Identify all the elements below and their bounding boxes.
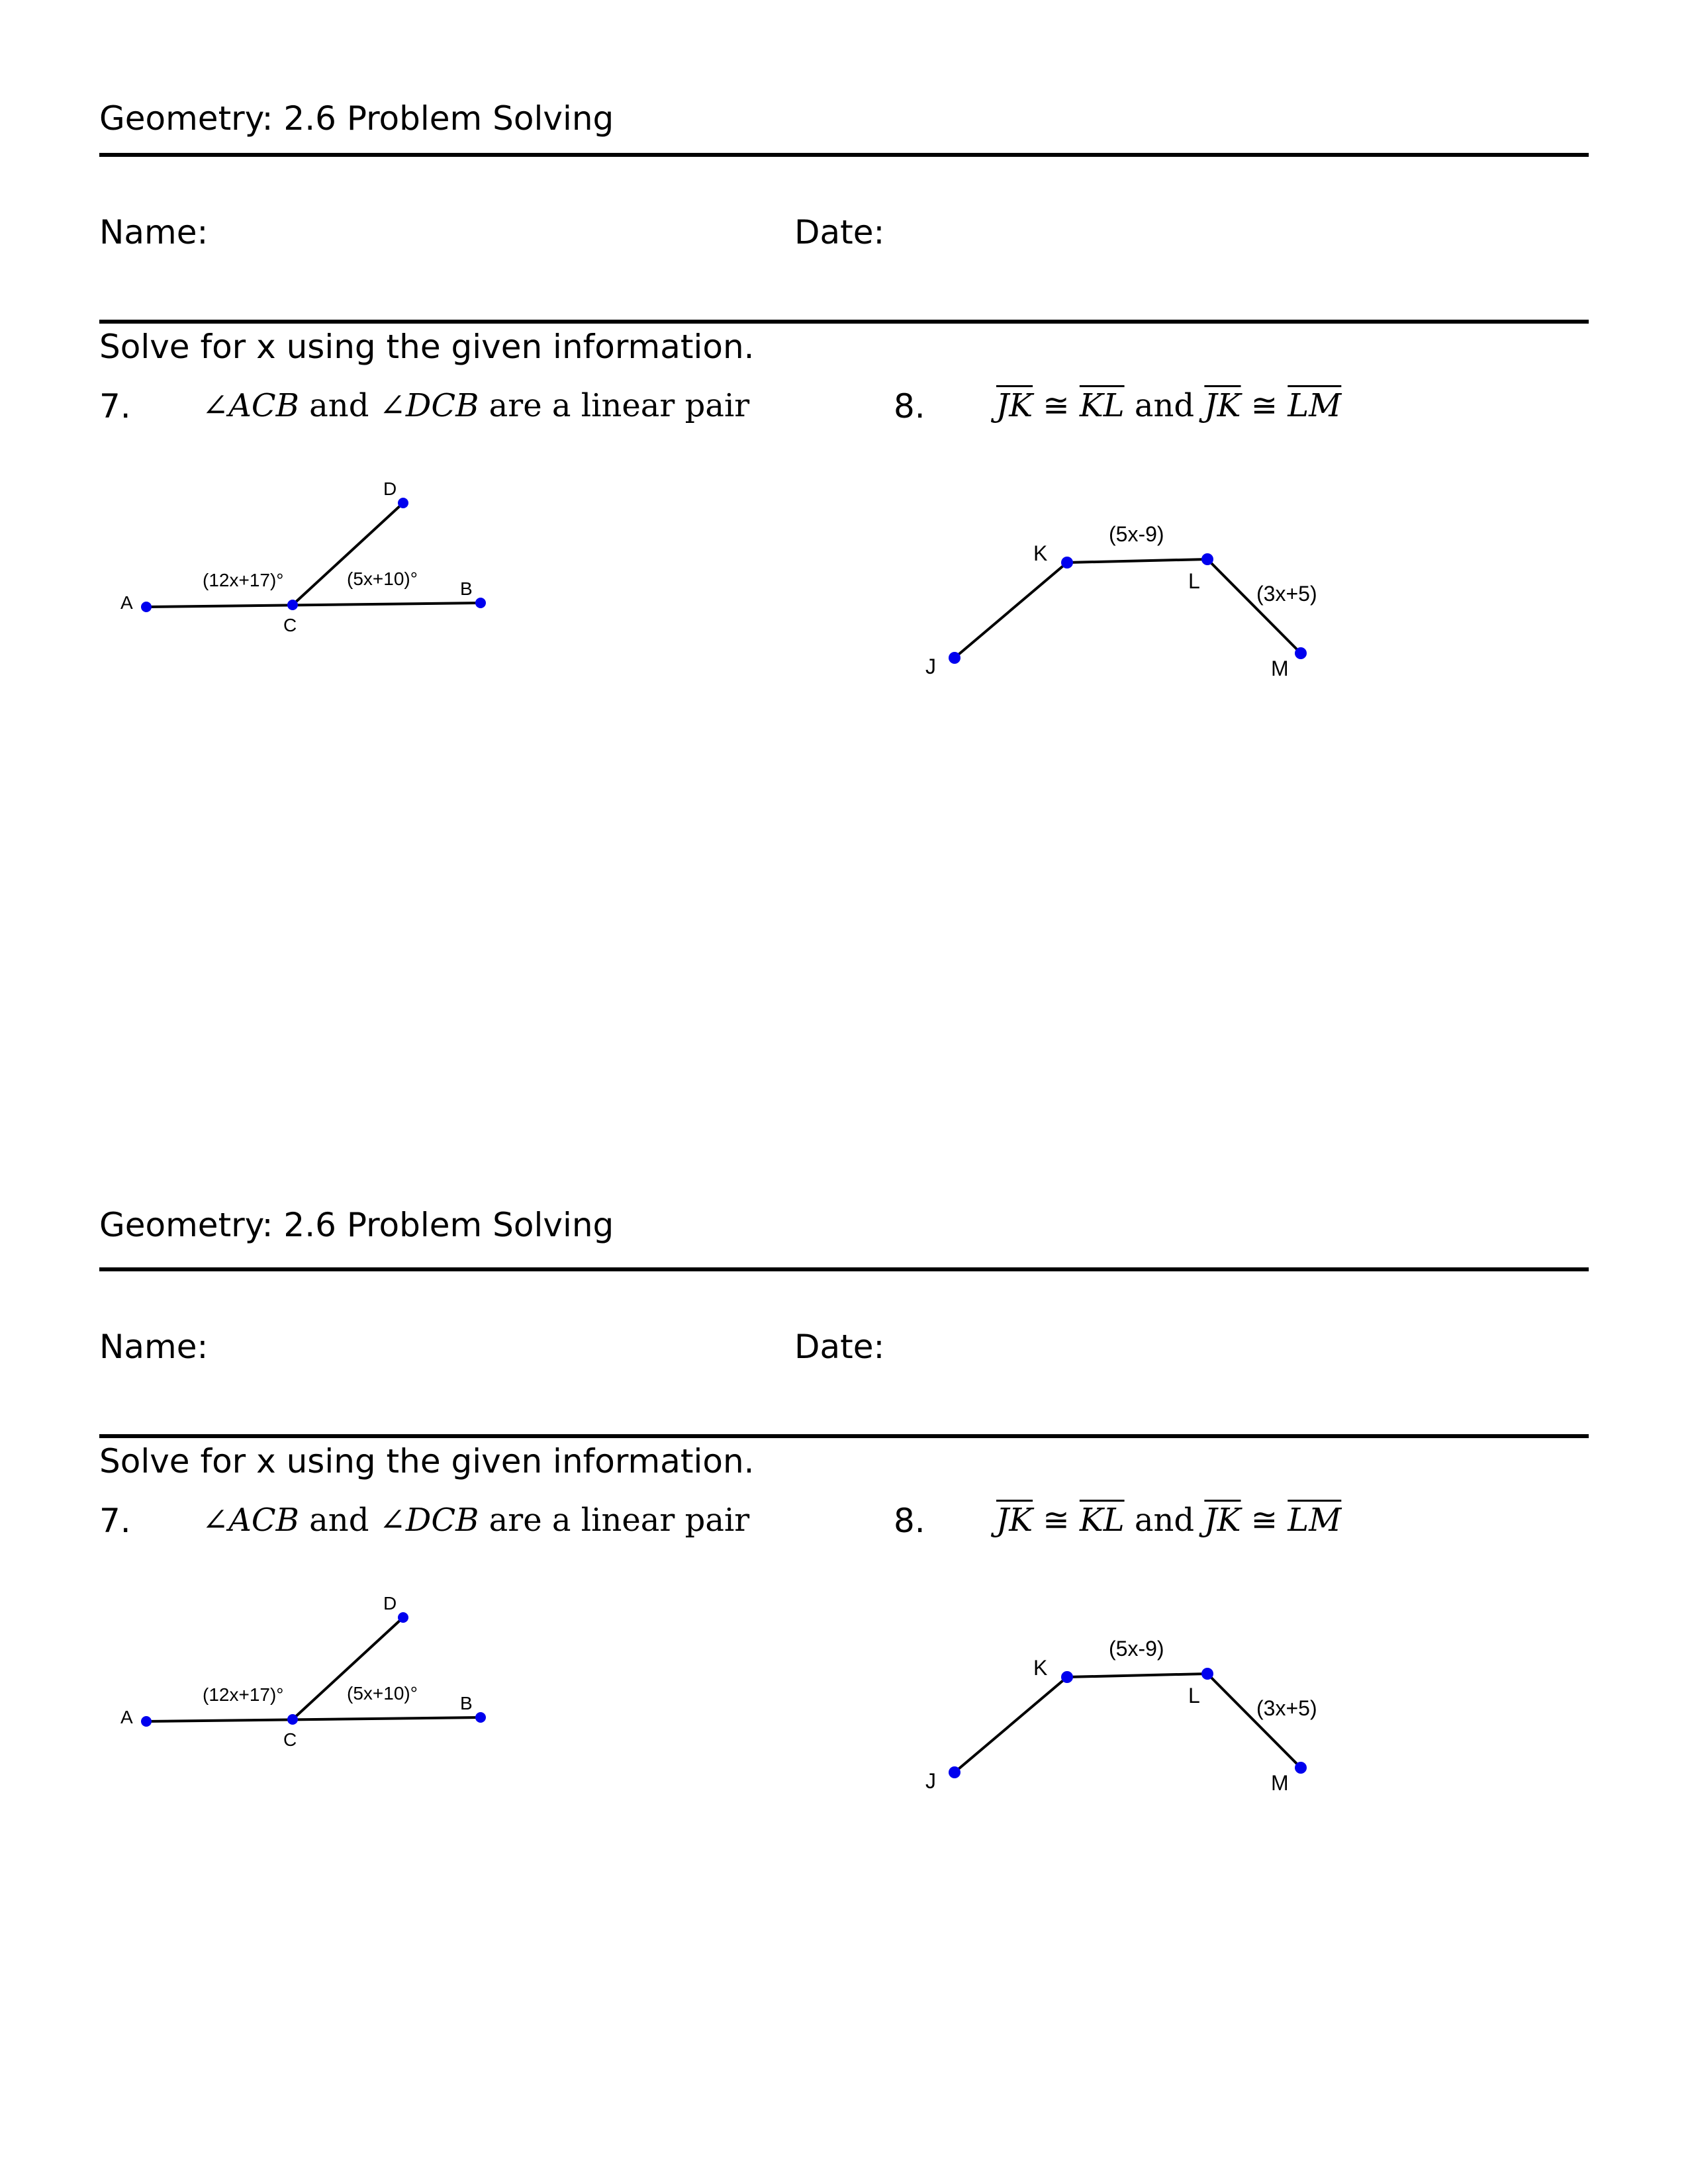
- instructions: Solve for x using the given information.: [99, 328, 755, 366]
- label-m: M: [1271, 1771, 1289, 1795]
- angle-dcb: DCB: [405, 1502, 479, 1539]
- segments-figure: [925, 1637, 1317, 1795]
- label-l: L: [1188, 1684, 1200, 1707]
- angle-symbol: ∠: [202, 1502, 229, 1539]
- linear-pair-figure: [120, 1593, 486, 1750]
- label-d: D: [383, 1593, 397, 1614]
- angle-symbol: ∠: [379, 1502, 406, 1539]
- congruent-symbol: ≅: [1250, 1502, 1278, 1539]
- label-c: C: [283, 1729, 297, 1750]
- and-word: and: [309, 387, 369, 424]
- angle-dcb: DCB: [405, 387, 479, 424]
- segment-kl-expression: (5x-9): [1109, 1637, 1164, 1661]
- linear-pair-text: are a linear pair: [489, 387, 750, 424]
- point-b: [475, 598, 486, 608]
- label-b: B: [460, 578, 473, 599]
- line-ab: [146, 603, 481, 607]
- point-d: [398, 498, 408, 508]
- point-m: [1295, 1762, 1307, 1774]
- point-a: [141, 602, 152, 612]
- segment-lm: $\overline{LM}$: [1288, 387, 1342, 424]
- worksheet-bottom: [0, 1092, 1688, 2184]
- angle-dcb-expression: (5x+10)°: [347, 569, 418, 589]
- instructions: Solve for x using the given information.: [99, 1442, 755, 1480]
- segment-kl: $\overline{KL}$: [1079, 1502, 1125, 1539]
- angle-dcb-expression: (5x+10)°: [347, 1683, 418, 1704]
- segment-jk: $\overline{JK}$: [996, 387, 1033, 424]
- label-j: J: [925, 1769, 936, 1793]
- congruent-symbol: ≅: [1043, 1502, 1070, 1539]
- congruent-symbol: ≅: [1043, 387, 1070, 424]
- segment-jk: $\overline{JK}$: [1204, 1502, 1241, 1539]
- angle-acb: ACB: [228, 1502, 299, 1539]
- date-label: Date:: [794, 1328, 885, 1366]
- label-l: L: [1188, 569, 1200, 593]
- figures: [0, 1092, 1688, 2184]
- problem-8-number: 8.: [894, 387, 925, 426]
- segment-lm-expression: (3x+5): [1256, 582, 1317, 606]
- date-label: Date:: [794, 213, 885, 251]
- point-d: [398, 1612, 408, 1623]
- segments-figure: [925, 522, 1317, 680]
- ray-cd: [293, 503, 403, 605]
- angle-acb-expression: (12x+17)°: [203, 570, 284, 590]
- label-k: K: [1033, 1656, 1048, 1680]
- worksheet-title: Geometry: 2.6 Problem Solving: [99, 99, 614, 138]
- name-label: Name:: [99, 1328, 209, 1366]
- angle-acb-expression: (12x+17)°: [203, 1684, 284, 1705]
- point-l: [1201, 1668, 1213, 1680]
- label-k: K: [1033, 541, 1048, 565]
- segment-jk: $\overline{JK}$: [1204, 387, 1241, 424]
- problem-7-number: 7.: [99, 387, 131, 426]
- point-a: [141, 1716, 152, 1727]
- point-j: [949, 1766, 961, 1778]
- segment-kl: $\overline{KL}$: [1079, 387, 1125, 424]
- worksheet-title: Geometry: 2.6 Problem Solving: [99, 1206, 614, 1244]
- linear-pair-figure: [120, 478, 486, 635]
- and-word: and: [309, 1502, 369, 1539]
- segment-lm: $\overline{LM}$: [1288, 1502, 1342, 1539]
- and-word: and: [1134, 1502, 1195, 1539]
- point-k: [1061, 557, 1073, 569]
- segment-jk: $\overline{JK}$: [996, 1502, 1033, 1539]
- congruent-symbol: ≅: [1250, 387, 1278, 424]
- segment-lm-expression: (3x+5): [1256, 1696, 1317, 1720]
- point-b: [475, 1712, 486, 1723]
- segment-kl-expression: (5x-9): [1109, 522, 1164, 546]
- point-m: [1295, 647, 1307, 659]
- label-c: C: [283, 615, 297, 635]
- ray-cd: [293, 1617, 403, 1719]
- point-k: [1061, 1671, 1073, 1683]
- point-c: [287, 600, 298, 610]
- angle-symbol: ∠: [379, 387, 406, 424]
- label-d: D: [383, 478, 397, 499]
- name-label: Name:: [99, 213, 209, 251]
- point-l: [1201, 553, 1213, 565]
- problem-8-number: 8.: [894, 1502, 925, 1540]
- point-c: [287, 1714, 298, 1725]
- label-b: B: [460, 1693, 473, 1713]
- path-jklm: [955, 559, 1301, 658]
- problem-7-number: 7.: [99, 1502, 131, 1540]
- angle-symbol: ∠: [202, 387, 229, 424]
- label-j: J: [925, 655, 936, 678]
- label-a: A: [120, 1707, 133, 1727]
- linear-pair-text: are a linear pair: [489, 1502, 750, 1539]
- angle-acb: ACB: [228, 387, 299, 424]
- line-ab: [146, 1717, 481, 1721]
- label-m: M: [1271, 657, 1289, 680]
- label-a: A: [120, 592, 133, 613]
- path-jklm: [955, 1674, 1301, 1772]
- and-word: and: [1134, 387, 1195, 424]
- point-j: [949, 652, 961, 664]
